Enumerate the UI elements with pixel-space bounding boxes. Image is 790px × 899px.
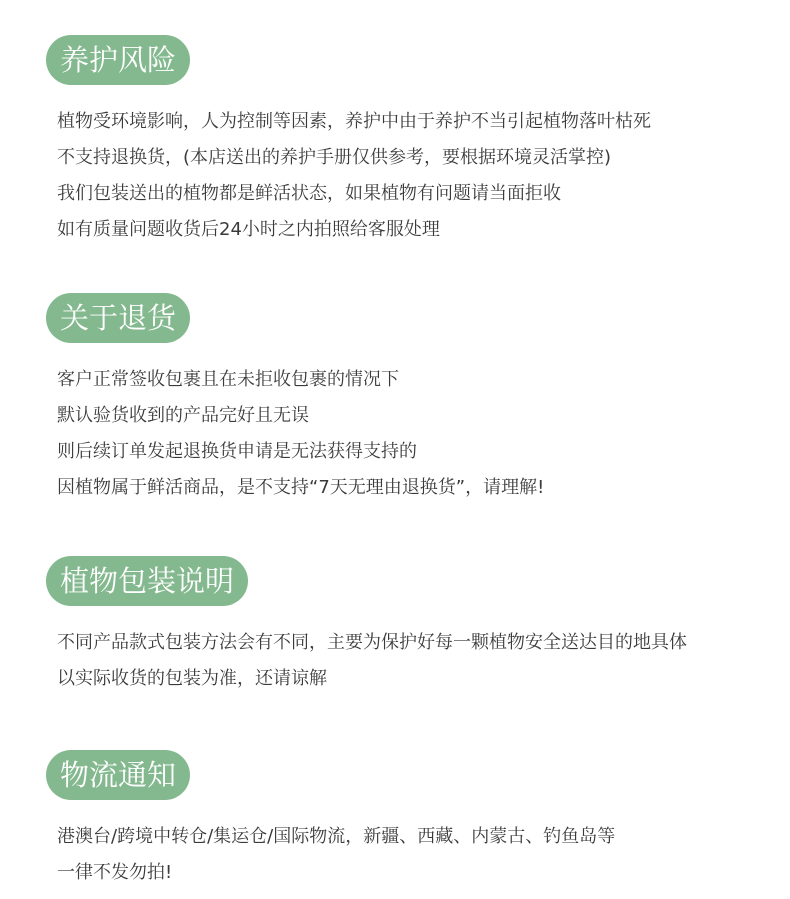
section-body-logistics	[57, 819, 615, 891]
section-body-returns	[57, 362, 544, 506]
text-line: 一律不发勿拍!	[57, 862, 173, 883]
section-heading-care-risk: 养护风险	[46, 35, 190, 85]
section-heading-returns: 关于退货	[46, 293, 190, 343]
text-line: 则后续订单发起退换货申请是无法获得支持的	[57, 441, 417, 462]
text-line: 以实际收货的包装为准，还请谅解	[57, 668, 327, 689]
section-heading-logistics: 物流通知	[46, 750, 190, 800]
section-body-care-risk	[57, 104, 651, 248]
section-heading-packaging: 植物包装说明	[46, 556, 248, 606]
text-line: 不同产品款式包装方法会有不同，主要为保护好每一颗植物安全送达目的地具体	[57, 632, 687, 653]
text-line: 如有质量问题收货后24小时之内拍照给客服处理	[57, 219, 440, 240]
text-line: 植物受环境影响，人为控制等因素，养护中由于养护不当引起植物落叶枯死	[57, 111, 651, 132]
text-line: 默认验货收到的产品完好且无误	[57, 405, 309, 426]
text-line: 我们包装送出的植物都是鲜活状态，如果植物有问题请当面拒收	[57, 183, 561, 204]
text-line: 因植物属于鲜活商品，是不支持“7天无理由退换货”，请理解!	[57, 477, 545, 498]
text-line: 港澳台/跨境中转仓/集运仓/国际物流，新疆、西藏、内蒙古、钓鱼岛等	[57, 826, 616, 847]
section-body-packaging	[57, 625, 687, 697]
text-line: 客户正常签收包裹且在未拒收包裹的情况下	[57, 369, 399, 390]
text-line: 不支持退换货，(本店送出的养护手册仅供参考，要根据环境灵活掌控)	[57, 147, 612, 168]
